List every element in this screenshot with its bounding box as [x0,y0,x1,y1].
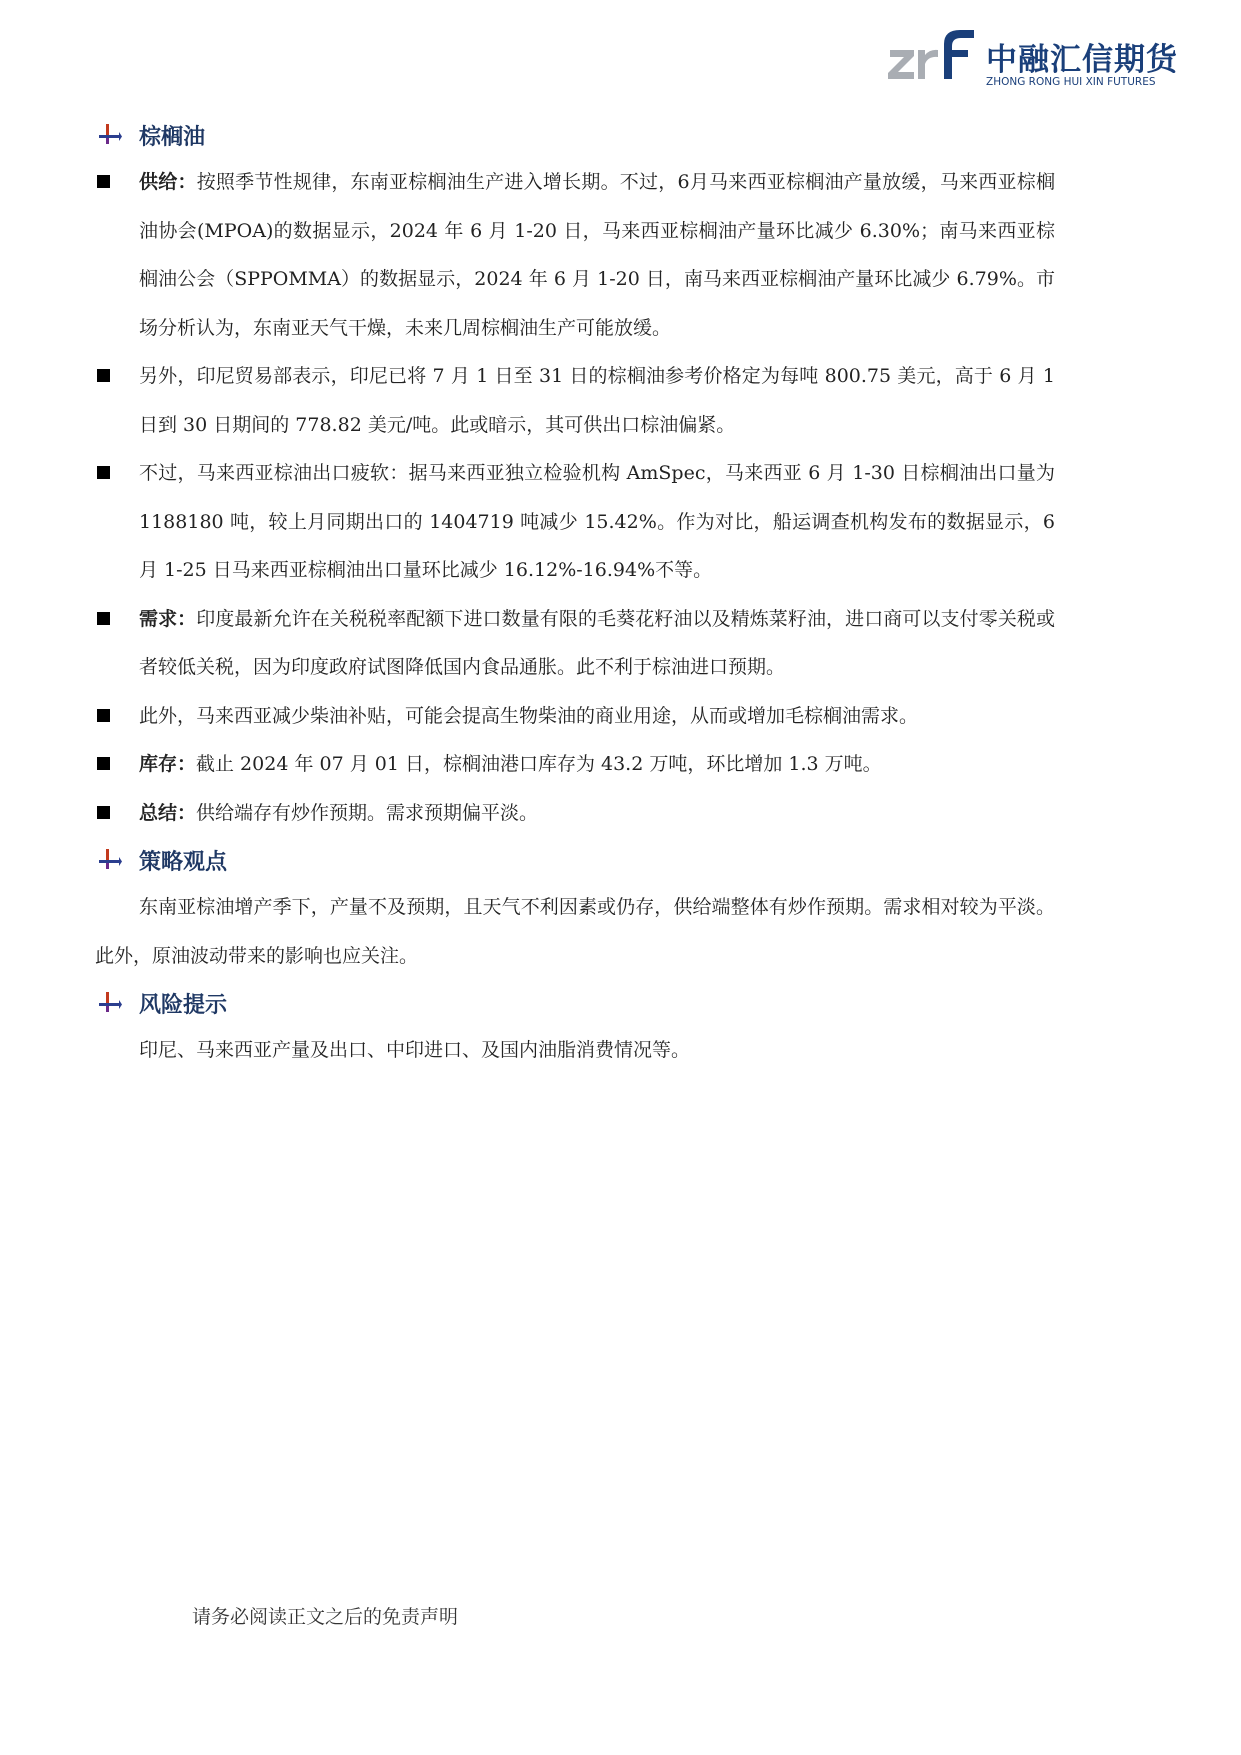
logo-chinese-name: 中融汇信期货 [986,42,1178,78]
bullet-square-icon [97,466,110,479]
section-header-palm [95,112,1055,158]
bullet-body: 此外，马来西亚减少柴油补贴，可能会提高生物柴油的商业用途，从而或增加毛棕榈油需求。 [139,704,919,727]
section-header-strategy [95,837,1055,883]
bullet-square-icon [97,612,110,625]
bullet-label: 供给： [139,171,197,193]
bullet-body: 供给端存有炒作预期。需求预期偏平淡。 [196,801,539,824]
arrow-cross-icon [96,123,122,147]
logo-english-name: ZHONG RONG HUI XIN FUTURES [986,76,1156,88]
bullet-text [139,595,1055,692]
bullet-text [139,449,1055,595]
bullet-item-summary [95,789,1055,838]
bullet-body: 按照季节性规律，东南亚棕榈油生产进入增长期。不过，6月马来西亚棕榈油产量放缓，马来西亚棕榈油协会(MPOA)的数据显示，2024 年 6 月 1-20 日，马来西亚棕榈油产量环比减少 6.30%；南马来西亚棕榈油公会（SPPOMMA）的数据显示，2024 年 6 月 1-20 日，南马来西亚棕榈油产量环比减少 6.79%。市场分析认为，东南亚天气干燥，未来几周棕榈油生产可能放缓。 [139,171,1055,339]
bullet-item-indonesia-price [95,352,1055,449]
bullet-body: 另外，印尼贸易部表示，印尼已将 7 月 1 日至 31 日的棕榈油参考价格定为每吨 800.75 美元，高于 6 月 1 日到 30 日期间的 778.82 美元/吨。此或暗示，其可供出口棕油偏紧。 [139,365,1055,436]
company-logo [888,28,1178,94]
risk-paragraph: 印尼、马来西亚产量及出口、中印进口、及国内油脂消费情况等。 [139,1039,691,1061]
bullet-item-demand [95,595,1055,692]
bullet-text [139,692,1055,741]
bullet-label: 总结： [139,801,197,824]
report-content [95,112,1055,1075]
arrow-cross-icon [96,848,122,872]
bullet-square-icon [97,709,110,722]
bullet-body: 印度最新允许在关税税率配额下进口数量有限的毛葵花籽油以及精炼菜籽油，进口商可以支付零关税或者较低关税，因为印度政府试图降低国内食品通胀。此不利于棕油进口预期。 [139,607,1055,678]
arrow-cross-icon [96,991,122,1015]
bullet-item-malaysia-export [95,449,1055,595]
bullet-text [139,158,1055,352]
bullet-label: 需求： [139,607,197,630]
section-title-strategy: 策略观点 [139,849,228,875]
bullet-square-icon [97,369,110,382]
zrf-logo-icon [888,28,980,88]
bullet-text [139,789,1055,838]
bullet-square-icon [97,175,110,188]
disclaimer-note: 请务必阅读正文之后的免责声明 [192,1606,459,1628]
bullet-body: 截止 2024 年 07 月 01 日，棕榈油港口库存为 43.2 万吨，环比增加 1.3 万吨。 [196,753,882,775]
bullet-body: 不过，马来西亚棕油出口疲软：据马来西亚独立检验机构 AmSpec，马来西亚 6 月 1-30 日棕榈油出口量为 1188180 吨，较上月同期出口的 1404719 吨减少 15.42%。作为对比，船运调查机构发布的数据显示，6 月 1-25 日马来西亚棕榈油出口量环比减少 16.12%-16.94%不等。 [139,462,1055,581]
strategy-paragraph: 东南亚棕油增产季下，产量不及预期，且天气不利因素或仍存，供给端整体有炒作预期。需求相对较为平淡。此外，原油波动带来的影响也应关注。 [95,896,1055,967]
section-header-risk [95,980,1055,1026]
bullet-item-inventory [95,740,1055,789]
bullet-label: 库存： [139,753,197,775]
bullet-square-icon [97,806,110,819]
bullet-item-supply [95,158,1055,352]
bullet-text [139,352,1055,449]
bullet-square-icon [97,757,110,770]
section-title-palm: 棕榈油 [139,124,206,150]
bullet-text [139,740,1055,789]
bullet-item-diesel-subsidy [95,692,1055,741]
section-title-risk: 风险提示 [139,992,228,1018]
